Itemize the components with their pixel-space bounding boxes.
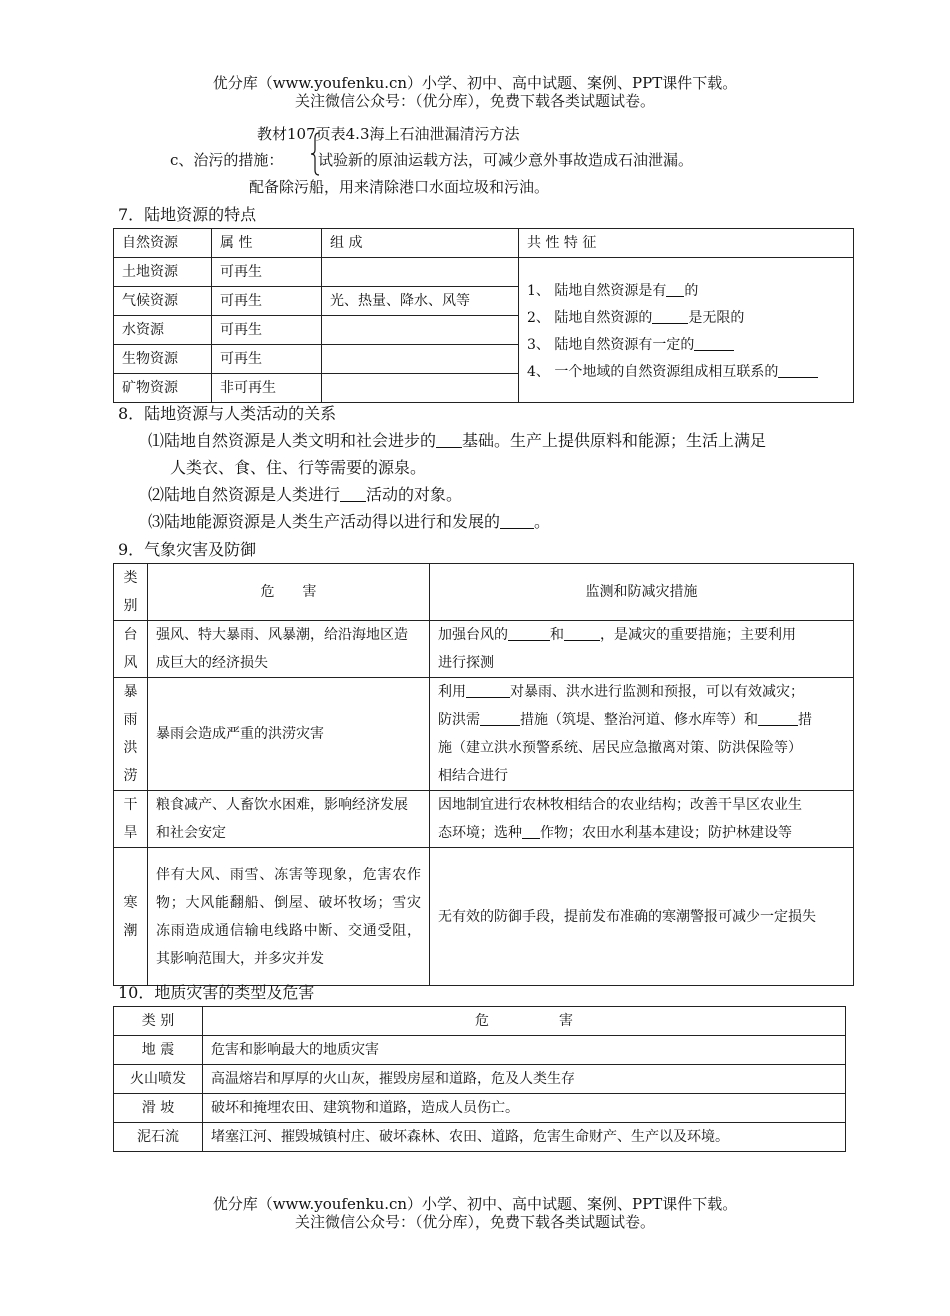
table-row	[114, 1094, 846, 1123]
resources-table	[113, 228, 854, 403]
header-line-1: 优分库（www.youfenku.cn）小学、初中、高中试题、案例、PPT课件下载。	[212, 74, 738, 92]
table-row	[114, 848, 854, 986]
header-line-2: 关注微信公众号：（优分库），免费下载各类试题试卷。	[294, 92, 655, 110]
disaster-measures: 利用 对暴雨、洪水进行监测和预报，可以有效减灾； 防洪需 措施（筑堤、整治河道、修水库等）和 措 施（建立洪水预警系统、居民应急撤离对策、防洪保险等） 相结合进行	[430, 678, 854, 791]
resource-attribute: 可再生	[212, 316, 322, 345]
disaster-measures: 加强台风的 和 ，是减灾的重要措施；主要利用 进行探测	[430, 621, 854, 678]
geological-disasters-table	[113, 1006, 846, 1152]
disaster-measures: 无有效的防御手段，提前发布准确的寒潮警报可减少一定损失	[430, 848, 854, 986]
disaster-harm: 暴雨会造成严重的洪涝灾害	[148, 678, 430, 791]
resource-name: 矿物资源	[114, 374, 212, 403]
section-10-title: 10．地质灾害的类型及危害	[118, 983, 315, 1002]
disaster-harm: 伴有大风、雨雪、冻害等现象，危害农作物；大风能翻船、倒屋、破坏牧场；雪灾冻雨造成通信输电线路中断、交通受阻，其影响范围大，并多灾并发	[148, 848, 430, 986]
table-row	[114, 1036, 846, 1065]
weather-disasters-table	[113, 563, 854, 986]
geo-disaster-type: 地 震	[114, 1036, 203, 1065]
geo-disaster-type: 泥石流	[114, 1123, 203, 1152]
col-header-measures: 监测和防减灾措施	[430, 564, 854, 621]
footer-line-1: 优分库（www.youfenku.cn）小学、初中、高中试题、案例、PPT课件下载。	[212, 1195, 738, 1213]
feature-1: 1、 陆地自然资源是有 的	[527, 278, 845, 305]
section-8-title: 8．陆地资源与人类活动的关系	[118, 404, 337, 423]
table-row	[114, 258, 854, 287]
geo-disaster-type: 火山喷发	[114, 1065, 203, 1094]
disaster-type: 干旱	[114, 791, 148, 848]
disaster-harm: 强风、特大暴雨、风暴潮，给沿海地区造成巨大的经济损失	[148, 621, 430, 678]
paragraph-3: ⑶陆地能源资源是人类生产活动得以进行和发展的 。	[148, 512, 551, 531]
resource-composition	[322, 316, 519, 345]
pollution-line-bot: 配备除污船，用来清除港口水面垃圾和污油。	[249, 178, 550, 196]
paragraph-1-continued: 人类衣、食、住、行等需要的源泉。	[170, 458, 427, 477]
col-header-composition: 组 成	[322, 229, 519, 258]
resource-name: 生物资源	[114, 345, 212, 374]
pollution-line-mid: 试验新的原油运载方法，可减少意外事故造成石油泄漏。	[318, 151, 694, 169]
table-row	[114, 1123, 846, 1152]
resource-name: 土地资源	[114, 258, 212, 287]
geo-disaster-harm: 危害和影响最大的地质灾害	[203, 1036, 846, 1065]
table-header-row	[114, 1007, 846, 1036]
resource-composition: 光、热量、降水、风等	[322, 287, 519, 316]
resource-name: 气候资源	[114, 287, 212, 316]
col-header-attribute: 属 性	[212, 229, 322, 258]
geo-disaster-harm: 破坏和掩埋农田、建筑物和道路，造成人员伤亡。	[203, 1094, 846, 1123]
disaster-type: 台风	[114, 621, 148, 678]
resource-composition	[322, 345, 519, 374]
table-row	[114, 678, 854, 791]
resource-attribute: 可再生	[212, 345, 322, 374]
common-features-cell	[519, 258, 854, 403]
col-header-resource: 自然资源	[114, 229, 212, 258]
resource-attribute: 可再生	[212, 258, 322, 287]
geo-disaster-type: 滑 坡	[114, 1094, 203, 1123]
col-header-type: 类 别	[114, 1007, 203, 1036]
geo-disaster-harm: 堵塞江河、摧毁城镇村庄、破坏森林、农田、道路，危害生命财产、生产以及环境。	[203, 1123, 846, 1152]
pollution-label: c、治污的措施：	[170, 151, 284, 169]
table-row	[114, 621, 854, 678]
disaster-type: 暴雨洪涝	[114, 678, 148, 791]
footer-line-2: 关注微信公众号：（优分库），免费下载各类试题试卷。	[294, 1213, 655, 1231]
table-header-row	[114, 229, 854, 258]
col-header-harm: 危 害	[203, 1007, 846, 1036]
table-row	[114, 791, 854, 848]
col-header-common-features: 共 性 特 征	[519, 229, 854, 258]
section-9-title: 9．气象灾害及防御	[118, 540, 257, 559]
resource-composition	[322, 374, 519, 403]
feature-2: 2、 陆地自然资源的 是无限的	[527, 305, 845, 332]
paragraph-1: ⑴陆地自然资源是人类文明和社会进步的 基础。生产上提供原料和能源；生活上满足	[148, 431, 767, 450]
col-header-type: 类别	[114, 564, 148, 621]
section-8-body	[148, 427, 868, 535]
table-header-row	[114, 564, 854, 621]
feature-3: 3、 陆地自然资源有一定的	[527, 332, 845, 359]
disaster-type: 寒潮	[114, 848, 148, 986]
disaster-harm: 粮食减产、人畜饮水困难，影响经济发展和社会安定	[148, 791, 430, 848]
brace-icon	[311, 132, 321, 176]
pollution-line-top: 教材107页表4.3海上石油泄漏清污方法	[257, 125, 520, 143]
feature-4: 4、 一个地域的自然资源组成相互联系的	[527, 359, 845, 386]
resource-attribute: 非可再生	[212, 374, 322, 403]
resource-attribute: 可再生	[212, 287, 322, 316]
resource-name: 水资源	[114, 316, 212, 345]
table-row	[114, 1065, 846, 1094]
geo-disaster-harm: 高温熔岩和厚厚的火山灰，摧毁房屋和道路，危及人类生存	[203, 1065, 846, 1094]
disaster-measures: 因地制宜进行农林牧相结合的农业结构；改善干旱区农业生 态环境；选种 作物；农田水利基本建设；防护林建设等	[430, 791, 854, 848]
resource-composition	[322, 258, 519, 287]
col-header-harm: 危 害	[148, 564, 430, 621]
section-7-title: 7．陆地资源的特点	[118, 205, 257, 224]
paragraph-2: ⑵陆地自然资源是人类进行 活动的对象。	[148, 485, 463, 504]
